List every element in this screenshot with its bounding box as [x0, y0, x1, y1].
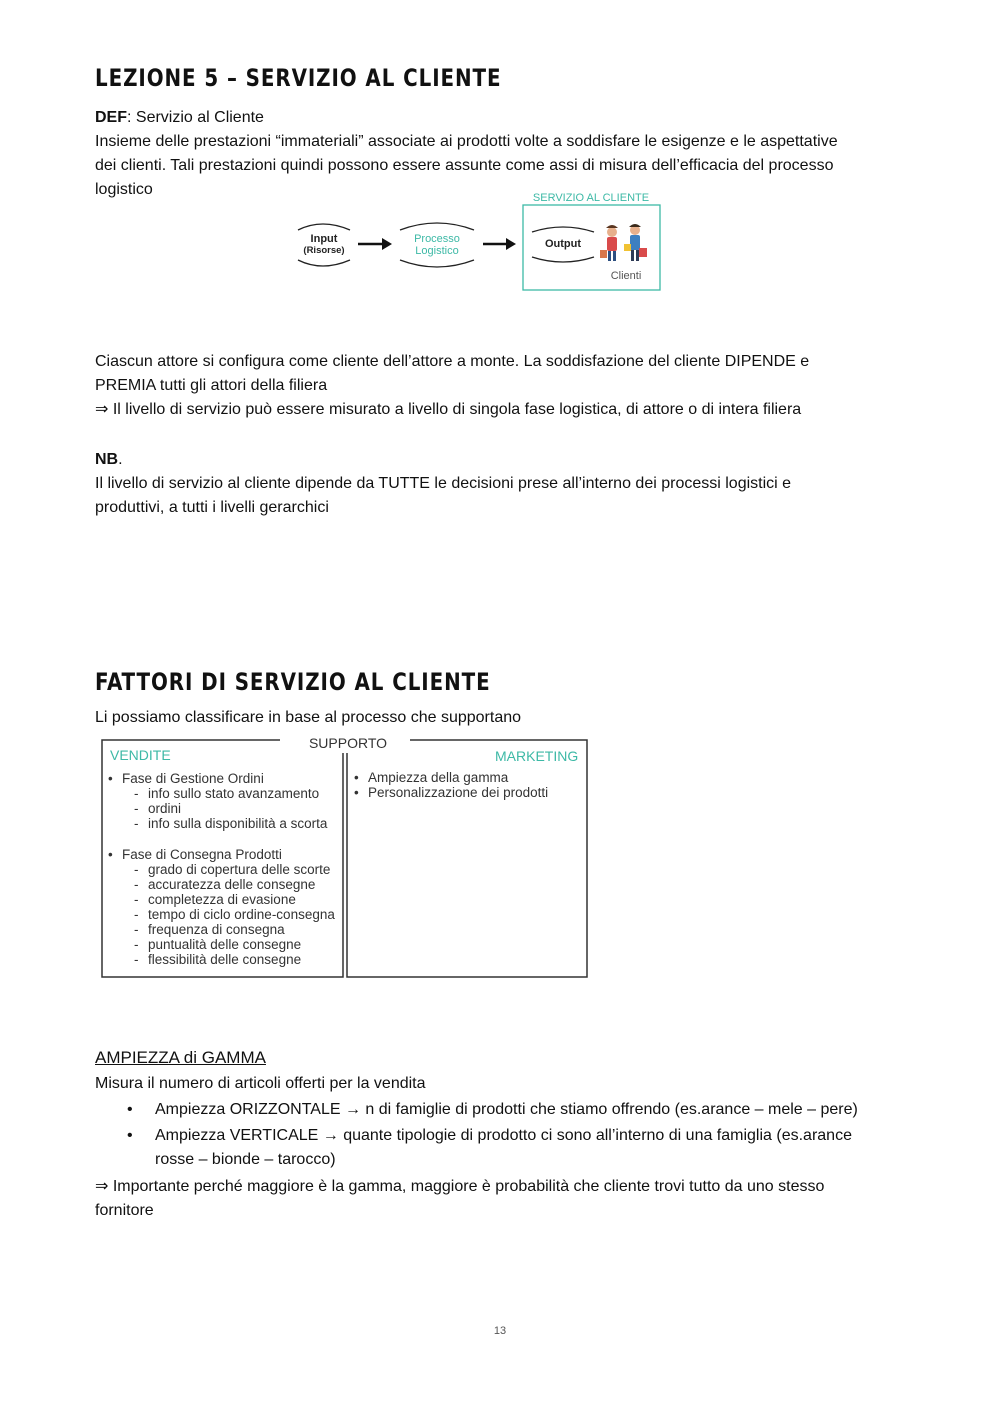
conclusion-line1: ⇒ Importante perché maggiore è la gamma, maggiore è probabilità che cliente trovi tutto da uno stesso	[95, 1178, 825, 1195]
def-text: : Servizio al Cliente	[127, 109, 264, 126]
ampiezza-intro: Misura il numero di articoli offerti per la vendita	[95, 1075, 426, 1092]
logistics-flow-diagram	[290, 192, 670, 294]
bullet-horizontal: • Ampiezza ORIZZONTALE → n di famiglie di prodotti che stiamo offrendo (es.arance – mele – pere)	[95, 1098, 915, 1122]
para2-line2: PREMIA tutti gli attori della filiera	[95, 377, 328, 394]
marketing-header: MARKETING	[495, 748, 579, 764]
nb-line	[95, 448, 123, 472]
sales-subitem: - frequenza di consegna	[108, 922, 340, 937]
sales-subitem: - grado di copertura delle scorte	[108, 862, 340, 877]
nb-label: NB	[95, 451, 119, 468]
spacer	[108, 831, 340, 847]
clients-label: Clienti	[610, 270, 642, 282]
sales-subitem-continuation	[108, 801, 340, 816]
input-subtext: (Risorse)	[303, 245, 345, 256]
section-title-fattori: FATTORI DI SERVIZIO AL CLIENTE	[95, 668, 491, 696]
marketing-column	[354, 770, 584, 800]
sales-subitem: - accuratezza delle consegne	[108, 877, 340, 892]
sales-header: VENDITE	[110, 747, 171, 763]
sales-column	[108, 771, 340, 967]
service-factors-table	[100, 735, 590, 980]
sales-subitem: - info sullo stato avanzamento	[108, 786, 340, 801]
bullet-vertical-line2: rosse – bionde – tarocco)	[155, 1151, 336, 1168]
nb-line1: Il livello di servizio al cliente dipende da TUTTE le decisioni prese all’interno dei processi logistici e	[95, 475, 792, 492]
para1-line2: dei clienti. Tali prestazioni quindi possono essere assunte come assi di misura dell’efficacia del processo	[95, 157, 834, 174]
process-line2: Logistico	[415, 245, 459, 257]
section2-intro: Li possiamo classificare in base al processo che supportano	[95, 709, 522, 726]
process-line1: Processo	[414, 233, 460, 245]
output-label: Output	[544, 238, 582, 250]
input-text: Input	[310, 233, 338, 245]
definition-line	[95, 106, 264, 130]
para1-line1: Insieme delle prestazioni “immateriali” associate ai prodotti volte a soddisfare le esigenze e le aspettative	[95, 133, 838, 150]
para2-line1: Ciascun attore si configura come cliente dell’attore a monte. La soddisfazione del cliente DIPENDE e	[95, 353, 810, 370]
page-number: 13	[493, 1325, 507, 1337]
marketing-item: • Personalizzazione dei prodotti	[354, 785, 584, 800]
sales-subitem: - info sulla disponibilità a scorta	[108, 816, 340, 831]
sales-subitem-text: ordini	[148, 801, 182, 816]
section-title-lezione-5: LEZIONE 5 – SERVIZIO AL CLIENTE	[95, 64, 502, 92]
process-label	[402, 233, 472, 257]
input-label	[300, 233, 348, 257]
sales-subitem: - puntualità delle consegne	[108, 937, 340, 952]
sales-group-label: • Fase di Consegna Prodotti	[108, 847, 340, 862]
sales-subitem: - flessibilità delle consegne	[108, 952, 340, 967]
bullet-vertical-line1: Ampiezza VERTICALE → quante tipologie di prodotto ci sono all’interno di una famiglia (es.arance	[155, 1127, 852, 1144]
clients-figures	[600, 224, 647, 261]
para1-line3: logistico	[95, 181, 153, 198]
ampiezza-bullets	[95, 1098, 915, 1174]
bullet-vertical	[95, 1124, 915, 1172]
ampiezza-gamma-heading: AMPIEZZA di GAMMA	[95, 1048, 266, 1067]
sales-group-label: • Fase di Gestione Ordini	[108, 771, 340, 786]
conclusion-line2: fornitore	[95, 1202, 154, 1219]
def-label: DEF	[95, 109, 127, 126]
support-header: SUPPORTO	[308, 735, 388, 751]
sales-subitem: - tempo di ciclo ordine-consegna	[108, 907, 340, 922]
marketing-item: • Ampiezza della gamma	[354, 770, 584, 785]
sales-subitem: - completezza di evasione	[108, 892, 340, 907]
nb-dot: .	[118, 451, 123, 468]
nb-line2: produttivi, a tutti i livelli gerarchici	[95, 499, 329, 516]
para3: ⇒ Il livello di servizio può essere misurato a livello di singola fase logistica, di attore o di intera filiera	[95, 401, 802, 418]
customer-service-box-title: SERVIZIO AL CLIENTE	[532, 192, 650, 204]
